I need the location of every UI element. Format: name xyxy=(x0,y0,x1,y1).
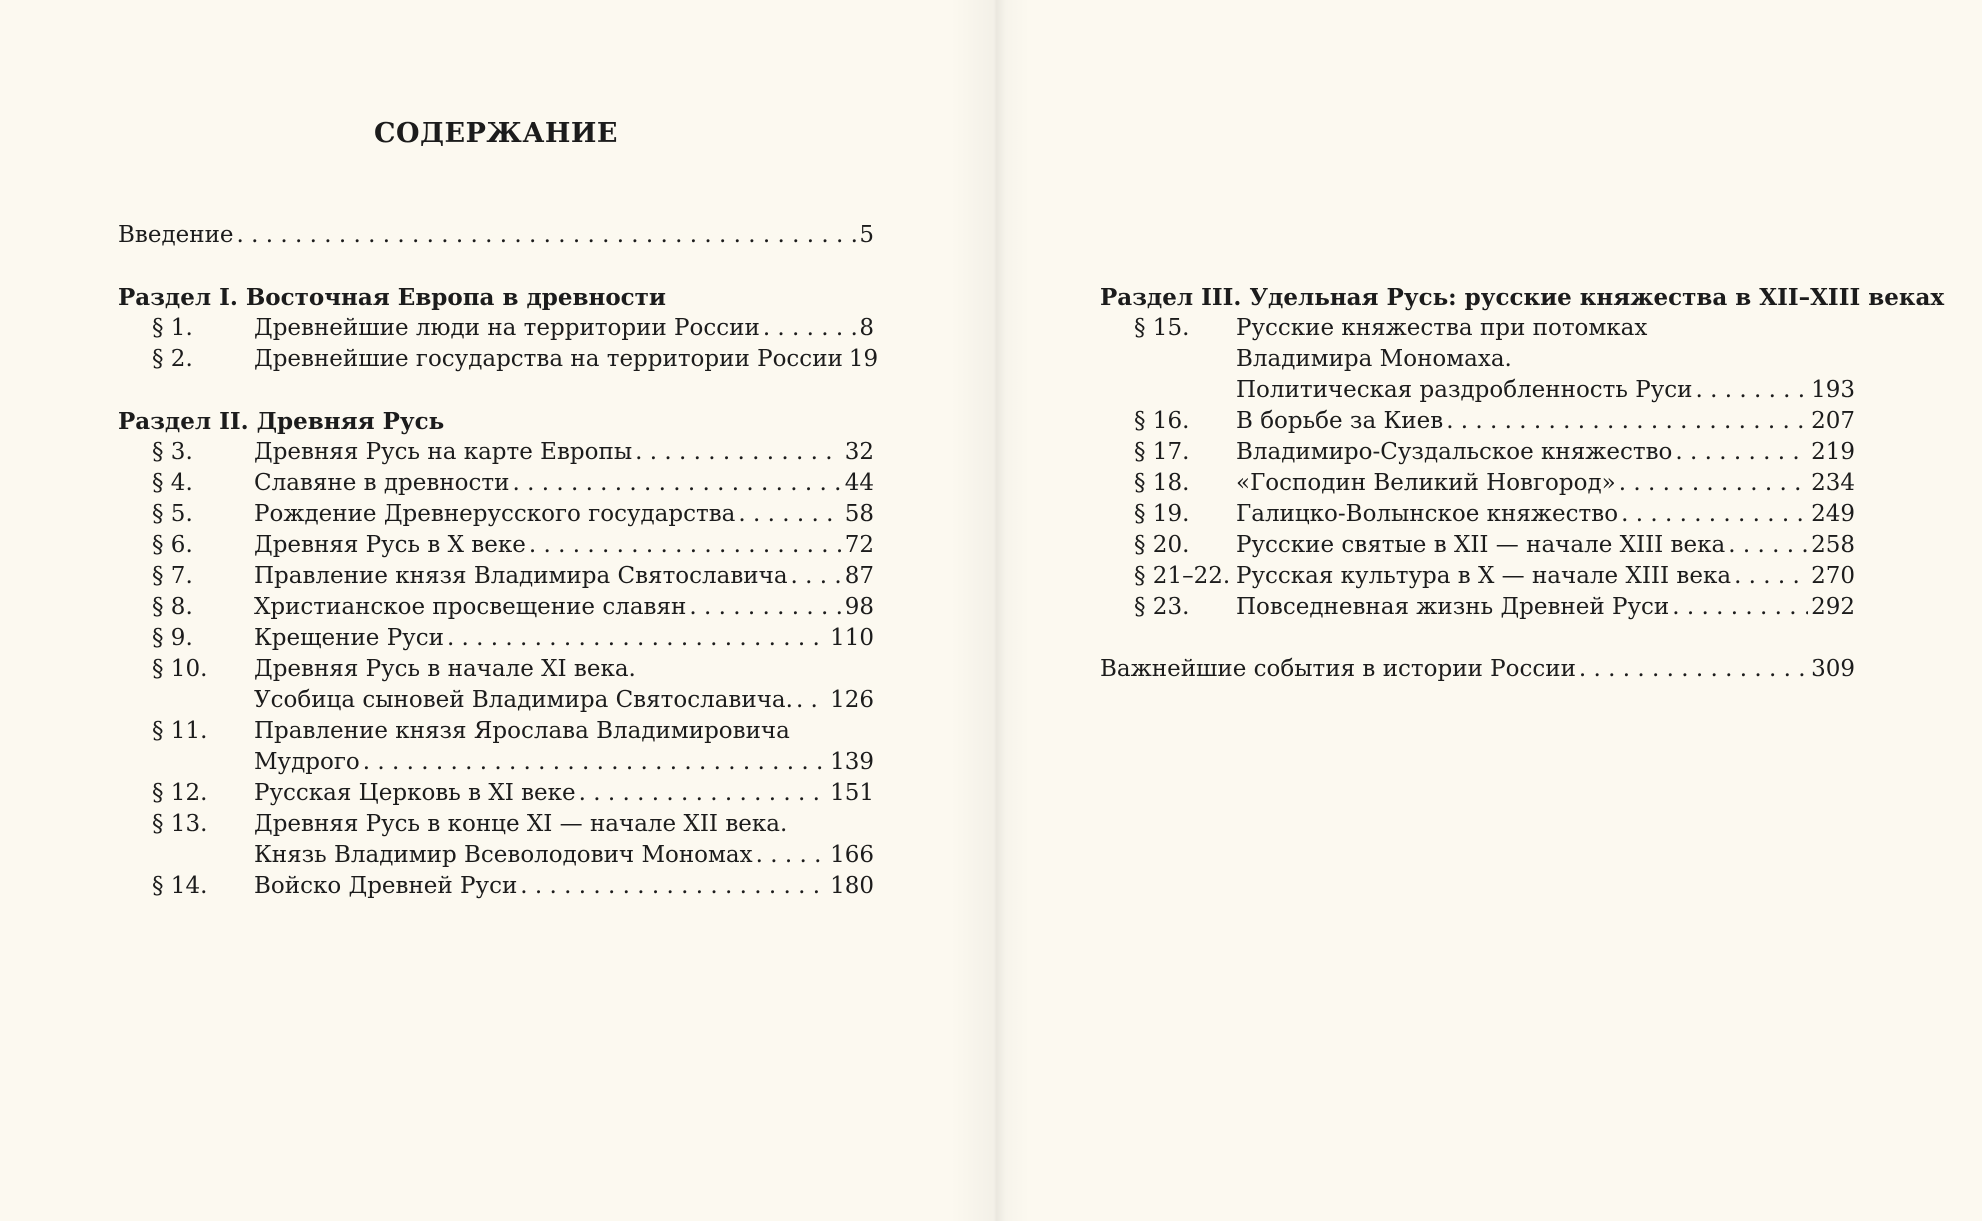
toc-page-number: 166 xyxy=(830,842,874,868)
toc-entry-outro[interactable] xyxy=(1100,654,1855,685)
dot-leader xyxy=(363,747,827,778)
toc-entry-13-cont[interactable] xyxy=(118,840,874,871)
toc-entry-number: § 5. xyxy=(152,501,193,527)
toc-entry-16[interactable] xyxy=(1100,406,1855,437)
toc-entry-18[interactable] xyxy=(1100,468,1855,499)
toc-entry-number: § 20. xyxy=(1134,532,1190,558)
dot-leader xyxy=(237,220,857,251)
toc-entry-text: В борьбе за Киев xyxy=(1236,408,1444,434)
toc-entry-text: Древняя Русь в X веке xyxy=(254,532,526,558)
toc-page-number: 219 xyxy=(1811,439,1855,465)
toc-entry-number: § 23. xyxy=(1134,594,1190,620)
toc-entry-number: § 7. xyxy=(152,563,193,589)
toc-entry-text: Введение xyxy=(118,222,234,248)
page-title: СОДЕРЖАНИЕ xyxy=(374,118,618,149)
toc-entry-number: § 16. xyxy=(1134,408,1190,434)
toc-entry-3[interactable] xyxy=(118,437,874,468)
toc-entry-text-line1: Русские княжества при потомках xyxy=(1236,315,1648,341)
toc-page-number: 180 xyxy=(830,873,874,899)
toc-page-number: 270 xyxy=(1811,563,1855,589)
dot-leader xyxy=(796,685,827,716)
toc-entry-number: § 8. xyxy=(152,594,193,620)
dot-leader xyxy=(791,561,842,592)
dot-leader xyxy=(635,437,842,468)
dot-leader xyxy=(520,871,827,902)
dot-leader xyxy=(738,499,841,530)
toc-entry-14[interactable] xyxy=(118,871,874,902)
toc-entry-text-line1: Древняя Русь в начале XI века. xyxy=(254,656,636,682)
dot-leader xyxy=(529,530,842,561)
toc-entry-number: § 6. xyxy=(152,532,193,558)
toc-page-number: 44 xyxy=(844,470,874,496)
toc-page-number: 193 xyxy=(1811,377,1855,403)
toc-entry-19[interactable] xyxy=(1100,499,1855,530)
toc-entry-text: Древнейшие государства на территории России xyxy=(254,346,843,372)
toc-page-number: 8 xyxy=(859,315,874,341)
dot-leader xyxy=(1621,499,1808,530)
toc-right-column xyxy=(1100,282,1945,685)
toc-entry-text: Правление князя Владимира Святославича xyxy=(254,563,788,589)
toc-entry-10[interactable] xyxy=(118,654,874,685)
left-page xyxy=(0,0,990,1221)
toc-page-number: 72 xyxy=(844,532,874,558)
toc-page-number: 32 xyxy=(844,439,874,465)
toc-entry-number: § 3. xyxy=(152,439,193,465)
toc-page-number: 139 xyxy=(830,749,874,775)
dot-leader xyxy=(447,623,827,654)
toc-entry-text: Политическая раздробленность Руси xyxy=(1236,377,1693,403)
toc-entry-number: § 12. xyxy=(152,780,208,806)
section-heading-1: Раздел I. Восточная Европа в древности xyxy=(118,284,666,311)
toc-entry-number: § 9. xyxy=(152,625,193,651)
toc-entry-13[interactable] xyxy=(118,809,874,840)
toc-entry-number: § 17. xyxy=(1134,439,1190,465)
toc-entry-text: Древнейшие люди на территории России xyxy=(254,315,760,341)
toc-page-number: 58 xyxy=(844,501,874,527)
toc-entry-number: § 13. xyxy=(152,811,208,837)
toc-entry-number: § 21–22. xyxy=(1134,563,1231,589)
toc-entry-text: «Господин Великий Новгород» xyxy=(1236,470,1616,496)
toc-entry-text: Русская Церковь в XI веке xyxy=(254,780,576,806)
toc-page-number: 292 xyxy=(1811,594,1855,620)
toc-entry-number: § 1. xyxy=(152,315,193,341)
toc-entry-6[interactable] xyxy=(118,530,874,561)
toc-entry-text: Повседневная жизнь Древней Руси xyxy=(1236,594,1670,620)
toc-entry-text: Крещение Руси xyxy=(254,625,444,651)
toc-page-number: 87 xyxy=(844,563,874,589)
toc-entry-text: Важнейшие события в истории России xyxy=(1100,656,1576,682)
toc-entry-11-cont[interactable] xyxy=(118,747,874,778)
dot-leader xyxy=(1695,375,1808,406)
toc-page-number: 98 xyxy=(844,594,874,620)
dot-leader xyxy=(1579,654,1808,685)
toc-page-number: 110 xyxy=(830,625,874,651)
toc-entry-text: Мудрого xyxy=(254,749,360,775)
toc-entry-text: Галицко-Волынское княжество xyxy=(1236,501,1619,527)
dot-leader xyxy=(1619,468,1808,499)
toc-entry-7[interactable] xyxy=(118,561,874,592)
dot-leader xyxy=(756,840,828,871)
dot-leader xyxy=(1675,437,1808,468)
toc-entry-text-line1: Древняя Русь в конце XI — начале XII века. xyxy=(254,811,788,837)
toc-entry-text: Князь Владимир Всеволодович Мономах xyxy=(254,842,753,868)
toc-page-number: 258 xyxy=(1811,532,1855,558)
book-gutter-shadow xyxy=(950,0,1030,1221)
dot-leader xyxy=(1734,561,1808,592)
toc-page-number: 249 xyxy=(1811,501,1855,527)
dot-leader xyxy=(689,592,841,623)
right-page xyxy=(990,0,1982,1221)
toc-entry-15-cont2[interactable] xyxy=(1100,375,1855,406)
toc-entry-9[interactable] xyxy=(118,623,874,654)
toc-entry-11[interactable] xyxy=(118,716,874,747)
dot-leader xyxy=(1728,530,1808,561)
toc-page-number: 5 xyxy=(859,222,874,248)
toc-entry-text: Усобица сыновей Владимира Святославича. xyxy=(254,687,793,713)
toc-entry-intro[interactable] xyxy=(118,220,874,251)
toc-entry-1[interactable] xyxy=(118,313,874,344)
toc-entry-text: Русская культура в X — начале XIII века xyxy=(1236,563,1732,589)
toc-page-number: 309 xyxy=(1811,656,1855,682)
toc-entry-20[interactable] xyxy=(1100,530,1855,561)
toc-entry-21-22[interactable] xyxy=(1100,561,1855,592)
toc-entry-text: Славяне в древности xyxy=(254,470,510,496)
toc-entry-text-line1: Правление князя Ярослава Владимировича xyxy=(254,718,790,744)
toc-entry-text-line2: Владимира Мономаха. xyxy=(1236,346,1512,372)
toc-entry-4[interactable] xyxy=(118,468,874,499)
dot-leader xyxy=(1446,406,1808,437)
toc-entry-23[interactable] xyxy=(1100,592,1855,623)
toc-entry-15-cont1[interactable] xyxy=(1100,344,1855,375)
toc-entry-number: § 10. xyxy=(152,656,208,682)
toc-entry-text: Древняя Русь на карте Европы xyxy=(254,439,633,465)
toc-page-number: 126 xyxy=(830,687,874,713)
section-heading-2: Раздел II. Древняя Русь xyxy=(118,408,445,435)
toc-entry-17[interactable] xyxy=(1100,437,1855,468)
toc-entry-10-cont[interactable] xyxy=(118,685,874,716)
toc-left-column xyxy=(118,220,879,902)
toc-entry-8[interactable] xyxy=(118,592,874,623)
toc-page-number: 19 xyxy=(848,346,879,372)
toc-entry-2[interactable] xyxy=(118,344,879,375)
toc-entry-number: § 15. xyxy=(1134,315,1190,341)
toc-page-number: 207 xyxy=(1811,408,1855,434)
section-heading-3: Раздел III. Удельная Русь: русские княжества в XII–XIII веках xyxy=(1100,284,1945,311)
dot-leader xyxy=(512,468,841,499)
dot-leader xyxy=(579,778,827,809)
toc-entry-number: § 14. xyxy=(152,873,208,899)
toc-entry-15[interactable] xyxy=(1100,313,1855,344)
toc-entry-text: Русские святые в XII — начале XIII века xyxy=(1236,532,1726,558)
toc-entry-5[interactable] xyxy=(118,499,874,530)
toc-entry-text: Рождение Древнерусского государства xyxy=(254,501,736,527)
toc-entry-text: Христианское просвещение славян xyxy=(254,594,687,620)
dot-leader xyxy=(763,313,857,344)
toc-entry-number: § 11. xyxy=(152,718,208,744)
toc-entry-number: § 4. xyxy=(152,470,193,496)
toc-entry-number: § 19. xyxy=(1134,501,1190,527)
toc-page-number: 151 xyxy=(830,780,874,806)
toc-page-number: 234 xyxy=(1811,470,1855,496)
toc-entry-text: Владимиро-Суздальское княжество xyxy=(1236,439,1673,465)
dot-leader xyxy=(1672,592,1808,623)
toc-entry-text: Войско Древней Руси xyxy=(254,873,518,899)
toc-entry-number: § 18. xyxy=(1134,470,1190,496)
toc-entry-number: § 2. xyxy=(152,346,193,372)
toc-entry-12[interactable] xyxy=(118,778,874,809)
